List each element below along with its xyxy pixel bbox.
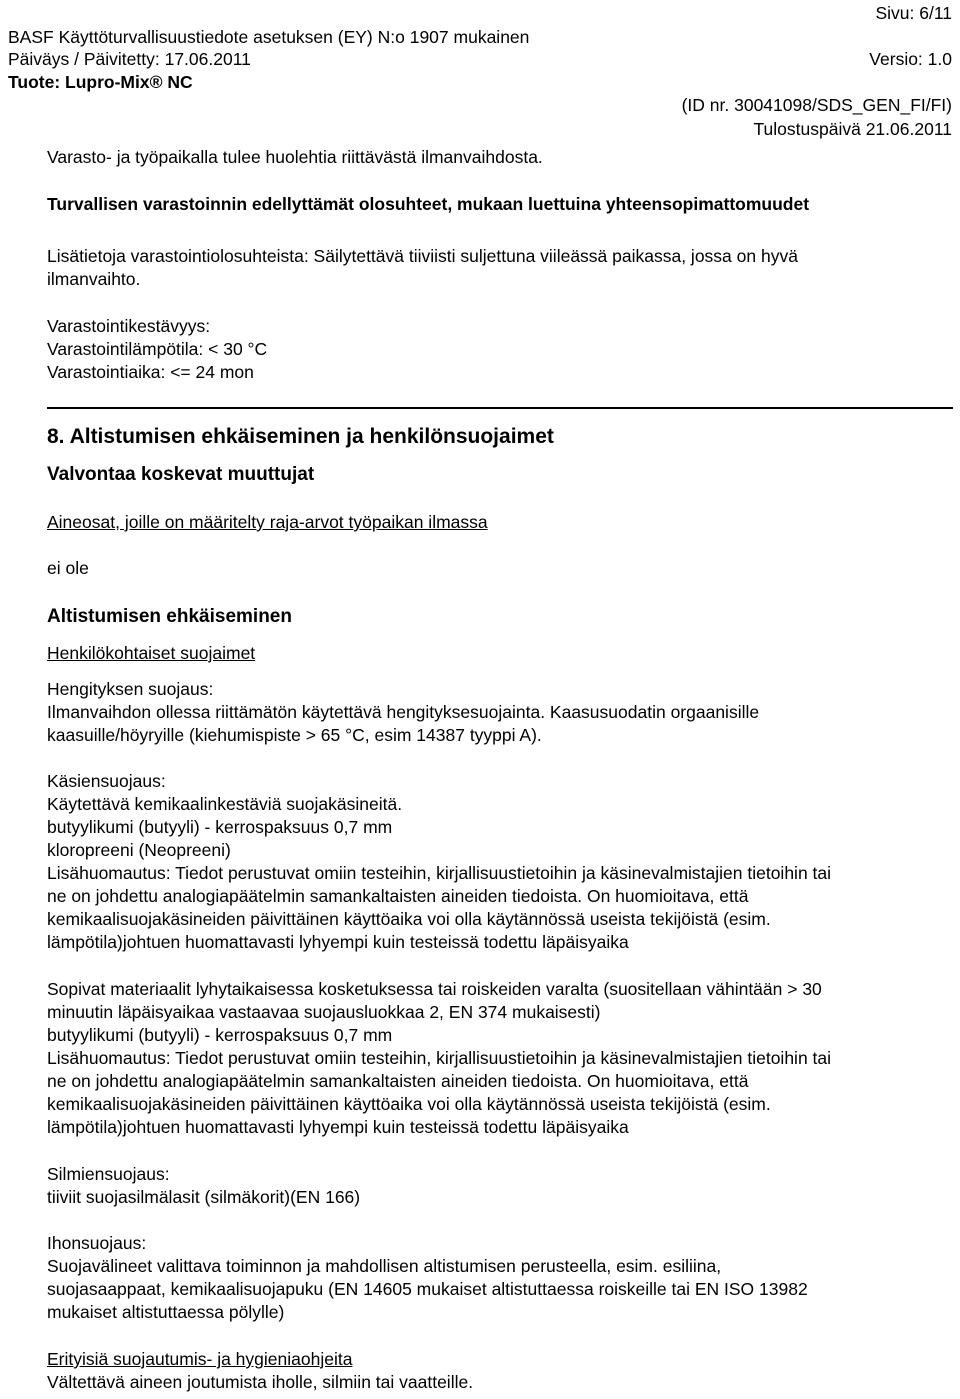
product-name: Tuote: Lupro-Mix® NC — [8, 72, 193, 92]
respiratory-line1: Ilmanvaihdon ollessa riittämätön käytettävä hengityksesuojainta. Kaasusuodatin orgaanisille — [47, 702, 760, 722]
storage-info-line1: Lisätietoja varastointiolosuhteista: Säilytettävä tiiviisti suljettuna viileässä paikassa, jossa on hyvä — [47, 246, 798, 266]
safe-storage-heading: Turvallisen varastoinnin edellyttämät olosuhteet, mukaan luettuina yhteensopimattomuudet — [47, 194, 810, 214]
skin-protection-line1: Suojavälineet valittava toiminnon ja mahdollisen altistumisen perusteella, esim. esiliina, — [47, 1256, 722, 1276]
glove-note2-line1: Lisähuomautus: Tiedot perustuvat omiin testeihin, kirjallisuustietoihin ja käsinevalmistajien tietoihin tai — [47, 1048, 832, 1068]
glove-note2-line2: ne on johdettu analogiapäätelmin samankaltaisten aineiden tiedoista. On huomioitava, että — [47, 1071, 749, 1091]
eye-protection-value: tiiviit suojasilmälasit (silmäkorit)(EN 166) — [47, 1187, 361, 1207]
glove-note1-line2: ne on johdettu analogiapäätelmin samankaltaisten aineiden tiedoista. On huomioitava, että — [47, 886, 749, 906]
glove-note2-line3: kemikaalisuojakäsineiden päivittäinen käyttöaika voi olla käytännössä useista tekijöistä (esim. — [47, 1094, 771, 1114]
ventilation-note: Varasto- ja työpaikalla tulee huolehtia riittävästä ilmanvaihdosta. — [47, 147, 543, 167]
exposure-controls-heading: Altistumisen ehkäiseminen — [47, 606, 292, 627]
glove-note1-line4: lämpötila)johtuen huomattavasti lyhyempi kuin testeissä todettu läpäisyaika — [47, 932, 629, 952]
storage-stability-label: Varastointikestävyys: — [47, 316, 211, 336]
hand-protection-line1: Käytettävä kemikaalinkestäviä suojakäsineitä. — [47, 794, 403, 814]
ppe-heading: Henkilökohtaiset suojaimet — [47, 643, 256, 663]
section-divider — [47, 407, 953, 409]
hygiene-heading: Erityisiä suojautumis- ja hygieniaohjeita — [47, 1349, 353, 1369]
storage-temperature: Varastointilämpötila: < 30 °C — [47, 339, 268, 359]
components-limit-heading: Aineosat, joille on määritelty raja-arvot työpaikan ilmassa — [47, 512, 488, 532]
hand-protection-label: Käsiensuojaus: — [47, 771, 166, 791]
version-number: Versio: 1.0 — [869, 49, 952, 69]
respiratory-label: Hengityksen suojaus: — [47, 679, 214, 699]
materials-line3: butyylikumi (butyyli) - kerrospaksuus 0,7 mm — [47, 1025, 393, 1045]
page-number: Sivu: 6/11 — [875, 3, 952, 23]
skin-protection-label: Ihonsuojaus: — [47, 1233, 147, 1253]
storage-duration: Varastointiaika: <= 24 mon — [47, 362, 254, 382]
glove-note1-line1: Lisähuomautus: Tiedot perustuvat omiin testeihin, kirjallisuustietoihin ja käsinevalmistajien tietoihin tai — [47, 863, 832, 883]
hand-protection-line3: kloropreeni (Neopreeni) — [47, 840, 231, 860]
print-date: Tulostuspäivä 21.06.2011 — [753, 119, 952, 139]
glove-note2-line4: lämpötila)johtuen huomattavasti lyhyempi kuin testeissä todettu läpäisyaika — [47, 1117, 629, 1137]
skin-protection-line3: mukaiset altistuttaessa pölylle) — [47, 1302, 285, 1322]
respiratory-line2: kaasuille/höyryille (kiehumispiste > 65 °C, esim 14387 tyyppi A). — [47, 725, 542, 745]
hand-protection-line2: butyylikumi (butyyli) - kerrospaksuus 0,7 mm — [47, 817, 393, 837]
section-8-title: 8. Altistumisen ehkäiseminen ja henkilönsuojaimet — [47, 425, 554, 448]
revision-date: Päiväys / Päivitetty: 17.06.2011 — [8, 49, 251, 69]
glove-note1-line3: kemikaalisuojakäsineiden päivittäinen käyttöaika voi olla käytännössä useista tekijöistä (esim. — [47, 909, 771, 929]
components-limit-value: ei ole — [47, 558, 89, 578]
materials-line1: Sopivat materiaalit lyhytaikaisessa kosketuksessa tai roiskeiden varalta (suositellaan vähintään > 30 — [47, 979, 822, 999]
storage-info-line2: ilmanvaihto. — [47, 269, 141, 289]
control-parameters-heading: Valvontaa koskevat muuttujat — [47, 464, 315, 485]
eye-protection-label: Silmiensuojaus: — [47, 1164, 170, 1184]
skin-protection-line2: suojasaappaat, kemikaalisuojapuku (EN 14605 mukaiset altistuttaessa roiskeille tai EN ISO 13982 — [47, 1279, 808, 1299]
materials-line2: minuutin läpäisyaikaa vastaavaa suojausluokkaa 2, EN 374 mukaisesti) — [47, 1002, 601, 1022]
regulation-line: BASF Käyttöturvallisuustiedote asetuksen (EY) N:o 1907 mukainen — [8, 27, 530, 47]
hygiene-value: Vältettävä aineen joutumista iholle, silmiin tai vaatteille. — [47, 1372, 474, 1392]
document-id: (ID nr. 30041098/SDS_GEN_FI/FI) — [681, 95, 952, 115]
